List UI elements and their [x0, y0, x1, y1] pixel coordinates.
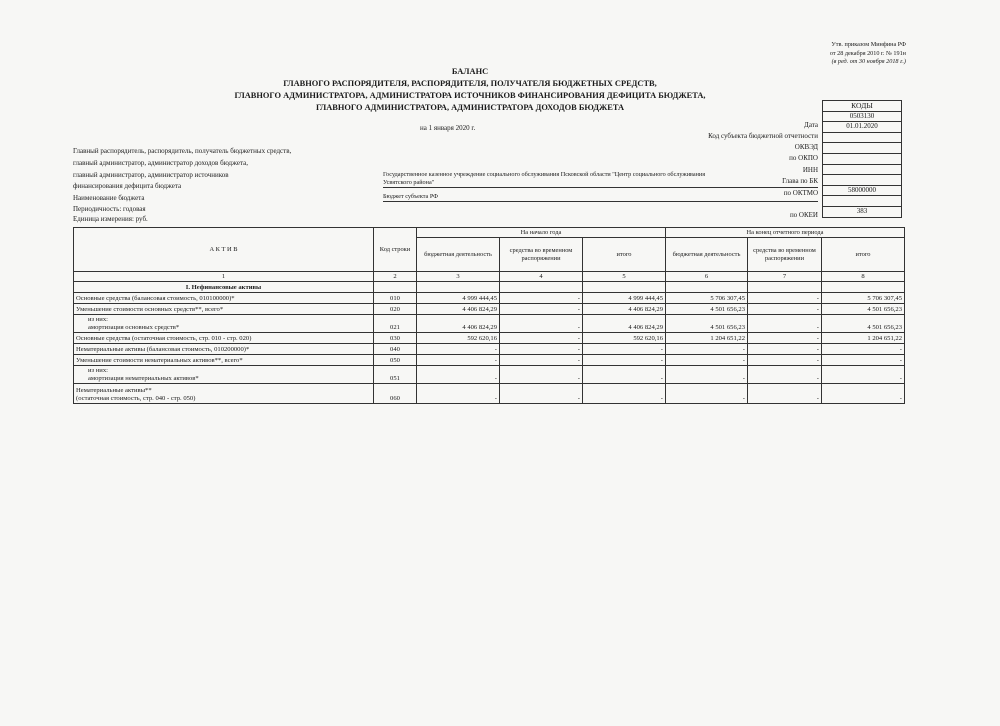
label-okpo: по ОКПО: [789, 154, 818, 162]
row-value-c7: -: [748, 304, 822, 315]
codes-header: КОДЫ: [823, 101, 902, 112]
table-rows: [74, 293, 905, 404]
codes-table: [822, 100, 902, 218]
label-admin-sources: главный администратор, администратор источников: [73, 171, 229, 179]
row-value-c6: 1 204 651,22: [666, 333, 748, 344]
row-value-c4: -: [500, 304, 583, 315]
row-value-c4: -: [500, 355, 583, 366]
section-title: I. Нефинансовые активы: [74, 282, 374, 293]
row-value-c5: -: [583, 384, 666, 404]
label-date: Дата: [804, 121, 818, 129]
label-okved: ОКВЭД: [794, 143, 818, 151]
row-name-cell: [74, 304, 374, 315]
row-value-c7: -: [748, 333, 822, 344]
row-value-c5: -: [583, 344, 666, 355]
row-value-c8: 1 204 651,22: [822, 333, 905, 344]
colnum: 4: [500, 272, 583, 282]
header-budget-start: бюджетная деятельность: [417, 238, 500, 272]
title-line: БАЛАНС: [451, 67, 489, 76]
column-numbers-row: [74, 272, 905, 282]
code-form: 0503130: [823, 111, 902, 122]
row-value-c6: -: [666, 366, 748, 384]
row-value-c8: -: [822, 384, 905, 404]
label-unit: Единица измерения: руб.: [73, 215, 148, 223]
colnum: 1: [74, 272, 374, 282]
colnum: 3: [417, 272, 500, 282]
colnum: 7: [748, 272, 822, 282]
approval-note: [830, 41, 906, 67]
label-subject-code: Код субъекта бюджетной отчетности: [708, 132, 818, 140]
row-value-c7: -: [748, 344, 822, 355]
row-value-c7: -: [748, 355, 822, 366]
code-glava: [823, 175, 902, 186]
table-row: [74, 366, 905, 384]
row-value-c8: -: [822, 366, 905, 384]
organization-underline: [383, 187, 818, 188]
document-title: [220, 66, 720, 114]
row-value-c6: 5 706 307,45: [666, 293, 748, 304]
row-code: 060: [374, 384, 417, 404]
title-line: ГЛАВНОГО АДМИНИСТРАТОРА, АДМИНИСТРАТОРА ДОХОДОВ БЮДЖЕТА: [315, 103, 625, 112]
code-okpo: [823, 153, 902, 164]
label-periodicity: Периодичность: годовая: [73, 205, 146, 213]
code-inn: [823, 164, 902, 175]
row-value-c5: -: [583, 355, 666, 366]
code-subject: [823, 132, 902, 143]
row-value-c3: 592 620,16: [417, 333, 500, 344]
row-value-c5: -: [583, 366, 666, 384]
row-name-cell: [74, 293, 374, 304]
row-value-c8: -: [822, 355, 905, 366]
row-value-c3: 4 999 444,45: [417, 293, 500, 304]
title-line: ГЛАВНОГО АДМИНИСТРАТОРА, АДМИНИСТРАТОРА ИСТОЧНИКОВ ФИНАНСИРОВАНИЯ ДЕФИЦИТА БЮДЖЕТА,: [234, 91, 706, 100]
label-recipient: Главный распорядитель, распорядитель, получатель бюджетных средств,: [73, 147, 292, 155]
label-okei: по ОКЕИ: [789, 211, 818, 219]
row-value-c3: -: [417, 355, 500, 366]
table-row: [74, 304, 905, 315]
row-name: Уменьшение стоимости основных средств**, всего*: [76, 306, 224, 313]
row-value-c7: -: [748, 366, 822, 384]
row-value-c8: 4 501 656,23: [822, 304, 905, 315]
report-date: на 1 января 2020 г.: [420, 124, 476, 132]
row-name-cell: [74, 384, 374, 404]
row-value-c8: 4 501 656,23: [822, 315, 905, 333]
header-code: Код строки: [374, 228, 417, 272]
row-value-c7: -: [748, 384, 822, 404]
label-glava: Глава по БК: [782, 177, 818, 185]
row-name: Уменьшение стоимости нематериальных активов**, всего*: [76, 357, 243, 364]
table-row: [74, 384, 905, 404]
row-name: Нематериальные активы (балансовая стоимость, 010200000)*: [76, 346, 250, 353]
row-value-c7: -: [748, 315, 822, 333]
approval-line: от 28 декабря 2010 г. № 191н: [829, 49, 906, 57]
approval-line: Утв. приказом Минфина РФ: [831, 41, 906, 48]
row-code: 021: [374, 315, 417, 333]
row-value-c3: 4 406 824,29: [417, 315, 500, 333]
row-value-c4: -: [500, 293, 583, 304]
header-end: На конец отчетного периода: [666, 228, 905, 238]
label-budget-name: Наименование бюджета: [73, 194, 145, 202]
row-value-c5: 4 406 824,29: [583, 315, 666, 333]
code-okei: 383: [823, 206, 902, 217]
budget-underline: [383, 201, 818, 202]
row-value-c6: 4 501 656,23: [666, 315, 748, 333]
row-name: Основные средства (остаточная стоимость, стр. 010 - стр. 020): [76, 335, 252, 342]
row-name-cell: [74, 355, 374, 366]
table-row: [74, 293, 905, 304]
row-prefix: из них:: [88, 367, 108, 374]
row-value-c6: -: [666, 355, 748, 366]
organization-name: Государственное казенное учреждение социального обслуживания Псковской области "Центр социального обслуживания Усвятского района": [383, 171, 706, 186]
row-name: Основные средства (балансовая стоимость, 010100000)*: [76, 295, 235, 302]
row-value-c5: 4 406 824,29: [583, 304, 666, 315]
code-date: 01.01.2020: [823, 122, 902, 133]
label-admin-income: главный администратор, администратор доходов бюджета,: [73, 159, 248, 167]
label-oktmo: по ОКТМО: [783, 189, 818, 197]
row-value-c5: 592 620,16: [583, 333, 666, 344]
row-value-c3: -: [417, 344, 500, 355]
assets-table: [73, 227, 905, 404]
row-value-c4: -: [500, 315, 583, 333]
colnum: 8: [822, 272, 905, 282]
row-value-c8: 5 706 307,45: [822, 293, 905, 304]
table-row: [74, 344, 905, 355]
row-value-c3: -: [417, 384, 500, 404]
row-value-c6: -: [666, 384, 748, 404]
row-name-cell: [74, 366, 374, 384]
row-name-cell: [74, 315, 374, 333]
row-code: 010: [374, 293, 417, 304]
header-temp-start: средства во временном распоряжении: [500, 238, 583, 272]
row-prefix: Нематериальные активы**: [76, 387, 152, 394]
table-row: [74, 333, 905, 344]
row-value-c6: -: [666, 344, 748, 355]
label-inn: ИНН: [802, 166, 818, 174]
row-code: 051: [374, 366, 417, 384]
row-value-c4: -: [500, 344, 583, 355]
header-temp-end: средства во временном распоряжении: [748, 238, 822, 272]
section-row: [74, 282, 905, 293]
colnum: 2: [374, 272, 417, 282]
row-value-c3: -: [417, 366, 500, 384]
code-oktmo: 58000000: [823, 185, 902, 196]
colnum: 5: [583, 272, 666, 282]
header-aktiv: А К Т И В: [74, 228, 374, 272]
approval-line: (в ред. от 30 ноября 2018 г.): [831, 58, 906, 66]
row-code: 050: [374, 355, 417, 366]
budget-name: Бюджет субъекта РФ: [383, 193, 439, 200]
row-name-cell: [74, 333, 374, 344]
row-name-cell: [74, 344, 374, 355]
header-total-start: итого: [583, 238, 666, 272]
row-code: 040: [374, 344, 417, 355]
row-code: 030: [374, 333, 417, 344]
title-line: ГЛАВНОГО РАСПОРЯДИТЕЛЯ, РАСПОРЯДИТЕЛЯ, ПОЛУЧАТЕЛЯ БЮДЖЕТНЫХ СРЕДСТВ,: [283, 79, 657, 88]
table-row: [74, 315, 905, 333]
row-code: 020: [374, 304, 417, 315]
code-okved: [823, 143, 902, 154]
label-deficit: финансирования дефицита бюджета: [73, 182, 182, 190]
row-value-c3: 4 406 824,29: [417, 304, 500, 315]
row-value-c6: 4 501 656,23: [666, 304, 748, 315]
row-name: (остаточная стоимость, стр. 040 - стр. 050): [76, 395, 196, 402]
row-value-c4: -: [500, 333, 583, 344]
header-budget-end: бюджетная деятельность: [666, 238, 748, 272]
table-row: [74, 355, 905, 366]
row-value-c7: -: [748, 293, 822, 304]
row-name: амортизация нематериальных активов*: [88, 375, 199, 382]
row-prefix: из них:: [88, 316, 108, 323]
row-value-c8: -: [822, 344, 905, 355]
row-value-c4: -: [500, 366, 583, 384]
row-value-c5: 4 999 444,45: [583, 293, 666, 304]
header-start: На начало года: [417, 228, 666, 238]
code-blank: [823, 196, 902, 207]
row-name: амортизация основных средств*: [88, 324, 180, 331]
colnum: 6: [666, 272, 748, 282]
header-total-end: итого: [822, 238, 905, 272]
row-value-c4: -: [500, 384, 583, 404]
